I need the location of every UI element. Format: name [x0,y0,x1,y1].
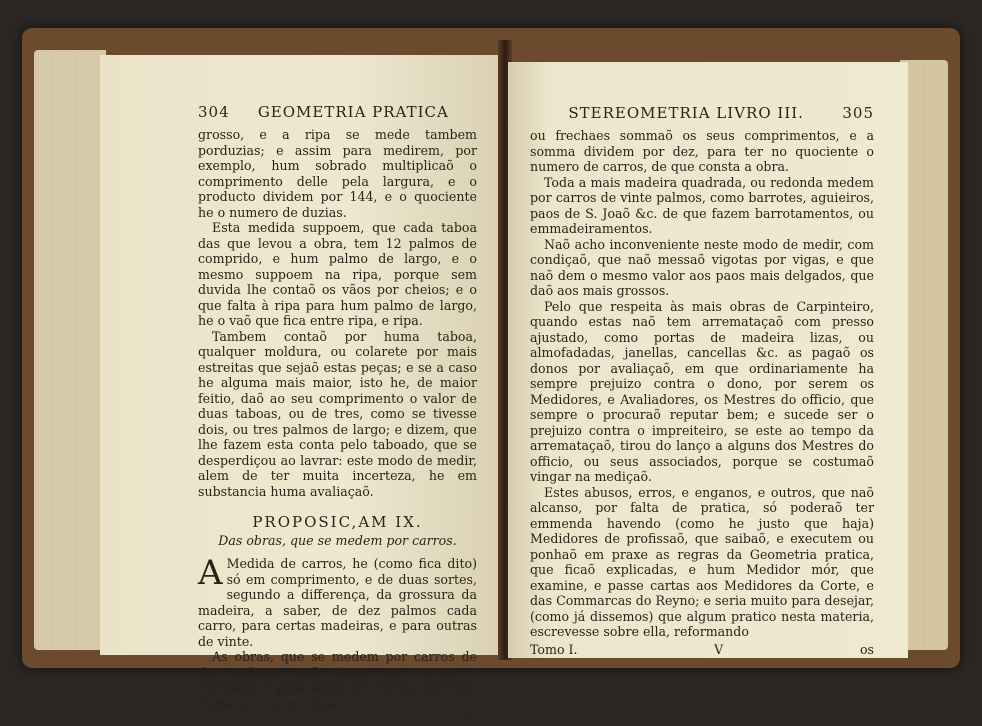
right-paragraph-1: ou frechaes sommaõ os seus comprimentos, e a somma dividem por dez, para ter no quociente o numero de carros, de que consta a obra. [530,128,874,174]
right-paragraph-4: Pelo que respeita às mais obras de Carpinteiro, quando estas naõ tem arremataçaõ com presso ajustado, como portas de madeira lizas, ou almofadadas, janellas, cancellas &c. as pagaõ os donos por avaliaçaõ, em que ordinariamente ha sempre prejuizo contra o dono, por serem os Medidores, e Avaliadores, os Mestres do officio, que sempre o procuraõ reputar bem; e sucede ser o prejuizo contra o impreiteiro, se este ao tempo da arremataçaõ, tirou do lanço a alguns dos Mestres do officio, ou seus associados, porque se costumaõ vingar na mediçaõ. [530,298,874,484]
left-paragraph-1: grosso, e a ripa se mede tambem porduzias; e assim para medirem, por exemplo, hum sobrado multiplicaõ o comprimento delle pela largura, e o producto dividem por 144, e o quociente he o numero de duzias. [198,127,477,220]
left-running-head: GEOMETRIA PRATICA [257,103,449,121]
drop-capital: A [198,553,223,593]
signature-mark: V [714,641,724,657]
section-subheading: Das obras, que se medem por carros. [218,533,457,548]
volume-label: Tomo I. [530,641,578,657]
left-paragraph-2: Esta medida suppoem, que cada taboa das que levou a obra, tem 12 palmos de comprido, e hum palmo de largo, e o mesmo suppoem na ripa, porque sem duvida lhe contaõ os vãos por cheios; e o que falta à ripa para hum palmo de largo, he o vaõ que fica entre ripa, e ripa. [198,220,477,328]
right-paragraph-3: Naõ acho inconveniente neste modo de medir, com condiçaõ, que naõ messaõ vigotas por vigas, e que naõ dem o mesmo valor aos paos mais delgados, que daõ aos mais grossos. [530,236,874,298]
right-catchword: os [859,641,874,657]
right-page-number: 305 [842,104,874,122]
right-running-header [530,104,874,122]
right-page-footer [530,642,874,657]
left-paragraph-4: Medida de carros, he (como fica dito) só em comprimento, e de duas sortes, segundo a differença, da grossura da madeira, a saber, de dez palmos cada carro, para certas madeiras, e para outras de vinte. [198,556,477,649]
right-paragraph-5: Estes abusos, erros, e enganos, e outros, que naõ alcanso, por falta de pratica, só poderaõ ter emmenda havendo (como he justo que haja) Medidores de profissaõ, que saibaõ, e executem ou ponhaõ em praxe as regras da Geometria pratica, que ficaõ explicadas, e hum Medidor mór, que examine, e passe cartas aos Medidores da Corte, e das Commarcas do Reyno; e seria muito para desejar, (como já dissemos) que algum pratico nesta materia, escrevesse sobre ella, reformando [530,484,874,639]
section-heading: PROPOSIC,AM IX. [252,513,423,531]
left-paragraph-3: Tambem contaõ por huma taboa, qualquer moldura, ou colarete por mais estreitas que sejaõ estas peças; e se a caso he alguma mais maior, isto he, de maior feitio, daõ ao seu comprimento o valor de duas taboas, ou de tres, como se tivesse dois, ou tres palmos de largo; e dizem, que lhe fazem esta conta pelo taboado, que se desperdiçou ao lavrar: este modo de medir, alem de ter muita incerteza, he em substancia huma avaliaçaõ. [198,328,477,499]
left-catchword: ou [461,711,477,726]
right-paragraph-2: Toda a mais madeira quadrada, ou redonda medem por carros de vinte palmos, como barrotes, aguieiros, paos de S. Joaõ &c. de que fazem barrotamentos, ou emmadeiramentos. [530,174,874,236]
left-running-header [198,103,477,121]
left-paragraph-5: As obras, que se medem por carros de dez palmos, saõ vigas, ou traves, e frechaes; e para saber os carros, que tem huma ou muitas vigas, [198,649,477,711]
right-page [508,62,908,658]
left-page [100,55,505,726]
right-page-text [530,128,874,657]
left-page-edges [34,50,106,650]
left-page-number: 304 [198,103,230,121]
right-running-head: STEREOMETRIA LIVRO III. [568,104,804,122]
left-page-text [198,127,477,726]
